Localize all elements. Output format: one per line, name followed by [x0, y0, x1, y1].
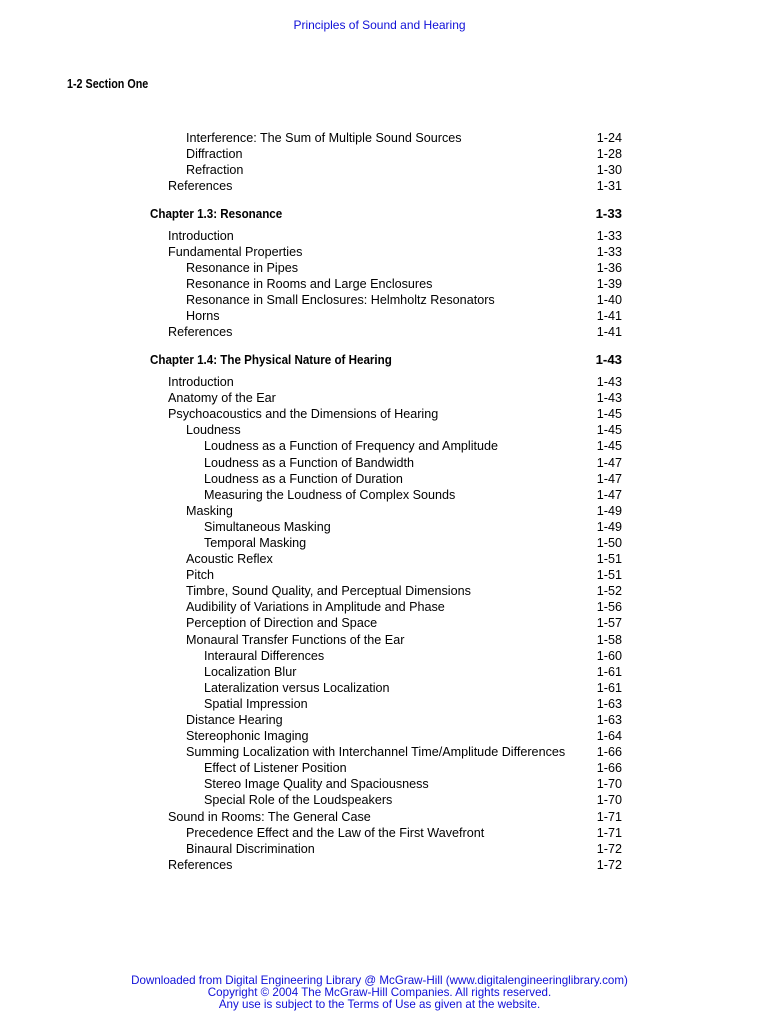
footer[interactable]	[0, 975, 759, 1011]
toc-entry-row	[150, 374, 622, 390]
toc-entry-row	[150, 406, 622, 422]
entry-title: Lateralization versus Localization	[204, 680, 390, 695]
entry-title: Interference: The Sum of Multiple Sound Sources	[186, 131, 462, 145]
entry-title: References	[168, 179, 233, 194]
page-number: 1-45	[596, 407, 622, 422]
toc-entry-row	[150, 551, 622, 567]
entry-title: Introduction	[168, 375, 234, 390]
entry-title: Loudness as a Function of Bandwidth	[204, 455, 415, 470]
toc-entry-row	[150, 712, 622, 728]
toc-entry-row	[150, 744, 622, 760]
page-number: 1-72	[596, 857, 622, 872]
toc-entry-row	[150, 728, 622, 744]
entry-title: Special Role of the Loudspeakers	[204, 793, 393, 808]
toc-entry-row	[150, 857, 622, 873]
page-number: 1-63	[596, 713, 622, 727]
page-number: 1-71	[596, 809, 622, 824]
toc-entry-row	[150, 228, 622, 244]
page-number: 1-70	[596, 793, 622, 808]
toc-chapter-row	[150, 351, 622, 369]
toc-entry-row	[150, 292, 622, 308]
toc-entry-row	[150, 130, 622, 146]
page-number: 1-72	[596, 841, 622, 856]
footer-download-line[interactable]: Downloaded from Digital Engineering Library @ McGraw-Hill (www.digitalengineeringlibrary.com)	[131, 974, 628, 987]
page-number: 1-47	[596, 455, 622, 470]
page-number: 1-56	[596, 600, 622, 615]
page-number: 1-45	[596, 423, 622, 438]
toc-entry-row	[150, 632, 622, 648]
table-of-contents	[150, 130, 622, 873]
entry-title: Stereophonic Imaging	[186, 729, 309, 744]
toc-chapter-row	[150, 205, 622, 223]
entry-title: Loudness as a Function of Frequency and Amplitude	[204, 439, 499, 454]
page-number: 1-47	[596, 487, 622, 502]
page-number: 1-47	[596, 471, 622, 486]
entry-title: Binaural Discrimination	[186, 841, 315, 856]
page-number: 1-64	[596, 729, 622, 744]
toc-spacer	[150, 341, 622, 352]
entry-title: Simultaneous Masking	[204, 519, 331, 534]
page-number: 1-40	[596, 293, 622, 308]
toc-entry-row	[150, 680, 622, 696]
entry-title: Masking	[186, 503, 233, 518]
footer-copyright-line[interactable]: Copyright © 2004 The McGraw-Hill Companies. All rights reserved.	[207, 986, 552, 999]
entry-title: Precedence Effect and the Law of the First Wavefront	[186, 825, 485, 840]
page-number: 1-33	[596, 228, 622, 243]
footer-terms-line[interactable]: Any use is subject to the Terms of Use as given at the website.	[218, 998, 541, 1011]
toc-entry-row	[150, 792, 622, 808]
toc-entry-row	[150, 487, 622, 503]
page-number: 1-24	[596, 131, 622, 145]
page-number: 1-66	[596, 761, 622, 776]
page-number: 1-33	[596, 244, 622, 259]
toc-entry-row	[150, 146, 622, 162]
entry-title: Pitch	[186, 568, 214, 583]
entry-title: Perception of Direction and Space	[186, 616, 378, 631]
toc-entry-row	[150, 583, 622, 599]
entry-title: Effect of Listener Position	[204, 761, 347, 776]
entry-title: Temporal Masking	[204, 535, 307, 550]
toc-entry-row	[150, 422, 622, 438]
toc-entry-row	[150, 809, 622, 825]
toc-entry-row	[150, 276, 622, 292]
entry-title: References	[168, 325, 233, 340]
entry-title: Audibility of Variations in Amplitude and Phase	[186, 600, 445, 615]
entry-title: Interaural Differences	[204, 648, 325, 663]
toc-entry-row	[150, 519, 622, 535]
toc-entry-row	[150, 438, 622, 454]
toc-entry-row	[150, 841, 622, 857]
page-number: 1-41	[596, 309, 622, 324]
page-number: 1-28	[596, 147, 622, 162]
page-number: 1-43	[595, 352, 622, 368]
running-header-link[interactable]: Principles of Sound and Hearing	[293, 18, 466, 32]
toc-entry-row	[150, 260, 622, 276]
entry-title: Measuring the Loudness of Complex Sounds	[204, 487, 456, 502]
toc-entry-row	[150, 178, 622, 194]
page-number: 1-33	[595, 205, 622, 221]
entry-title: Refraction	[186, 163, 244, 178]
entry-title: Resonance in Rooms and Large Enclosures	[186, 277, 433, 292]
page-number: 1-63	[596, 696, 622, 711]
page-number: 1-49	[596, 503, 622, 518]
toc-entry-row	[150, 776, 622, 792]
page-number: 1-70	[596, 777, 622, 792]
toc-entry-row	[150, 162, 622, 178]
entry-title: Anatomy of the Ear	[168, 391, 276, 406]
toc-entry-row	[150, 535, 622, 551]
chapter-title: Chapter 1.4: The Physical Nature of Hearing	[150, 352, 392, 368]
entry-title: Localization Blur	[204, 664, 297, 679]
entry-title: Diffraction	[186, 147, 243, 162]
entry-title: Acoustic Reflex	[186, 552, 273, 567]
toc-entry-row	[150, 455, 622, 471]
page-number: 1-49	[596, 519, 622, 534]
entry-title: Monaural Transfer Functions of the Ear	[186, 632, 405, 647]
page-number: 1-50	[596, 535, 622, 550]
chapter-title: Chapter 1.3: Resonance	[150, 205, 283, 221]
entry-title: Fundamental Properties	[168, 244, 303, 259]
entry-title: References	[168, 857, 233, 872]
entry-title: Resonance in Pipes	[186, 261, 299, 276]
page-number: 1-41	[596, 325, 622, 340]
entry-title: Loudness	[186, 423, 241, 438]
page-number: 1-30	[596, 163, 622, 178]
toc-entry-row	[150, 503, 622, 519]
page-number: 1-43	[596, 391, 622, 406]
entry-title: Spatial Impression	[204, 696, 308, 711]
page-number: 1-45	[596, 439, 622, 454]
page-number: 1-43	[596, 375, 622, 390]
page-number: 1-57	[596, 616, 622, 631]
entry-title: Introduction	[168, 228, 234, 243]
page-number: 1-60	[596, 648, 622, 663]
page-number: 1-71	[596, 825, 622, 840]
toc-entry-row	[150, 471, 622, 487]
toc-entry-row	[150, 760, 622, 776]
page-number: 1-31	[596, 179, 622, 194]
entry-title: Summing Localization with Interchannel Time/Amplitude Differences	[186, 745, 566, 760]
page-number: 1-51	[596, 568, 622, 583]
toc-entry-row	[150, 390, 622, 406]
section-heading: 1-2 Section One	[67, 77, 149, 91]
entry-title: Loudness as a Function of Duration	[204, 471, 403, 486]
page-number: 1-61	[596, 680, 622, 695]
entry-title: Distance Hearing	[186, 713, 283, 727]
page-number: 1-66	[596, 745, 622, 760]
toc-entry-row	[150, 696, 622, 712]
entry-title: Timbre, Sound Quality, and Perceptual Dimensions	[186, 584, 471, 599]
page-number: 1-39	[596, 277, 622, 292]
toc-entry-row	[150, 599, 622, 615]
entry-title: Stereo Image Quality and Spaciousness	[204, 777, 429, 792]
page-number: 1-51	[596, 552, 622, 567]
toc-entry-row	[150, 567, 622, 583]
toc-entry-row	[150, 615, 622, 631]
toc-entry-row	[150, 648, 622, 664]
entry-title: Sound in Rooms: The General Case	[168, 809, 371, 824]
toc-entry-row	[150, 664, 622, 680]
toc-spacer	[150, 194, 622, 205]
page-number: 1-58	[596, 632, 622, 647]
entry-title: Psychoacoustics and the Dimensions of Hearing	[168, 407, 439, 422]
page-number: 1-61	[596, 664, 622, 679]
page-number: 1-36	[596, 261, 622, 276]
toc-entry-row	[150, 324, 622, 340]
entry-title: Resonance in Small Enclosures: Helmholtz Resonators	[186, 293, 495, 308]
page-number: 1-52	[596, 584, 622, 599]
toc-entry-row	[150, 825, 622, 841]
toc-entry-row	[150, 244, 622, 260]
entry-title: Horns	[186, 309, 220, 324]
toc-entry-row	[150, 308, 622, 324]
